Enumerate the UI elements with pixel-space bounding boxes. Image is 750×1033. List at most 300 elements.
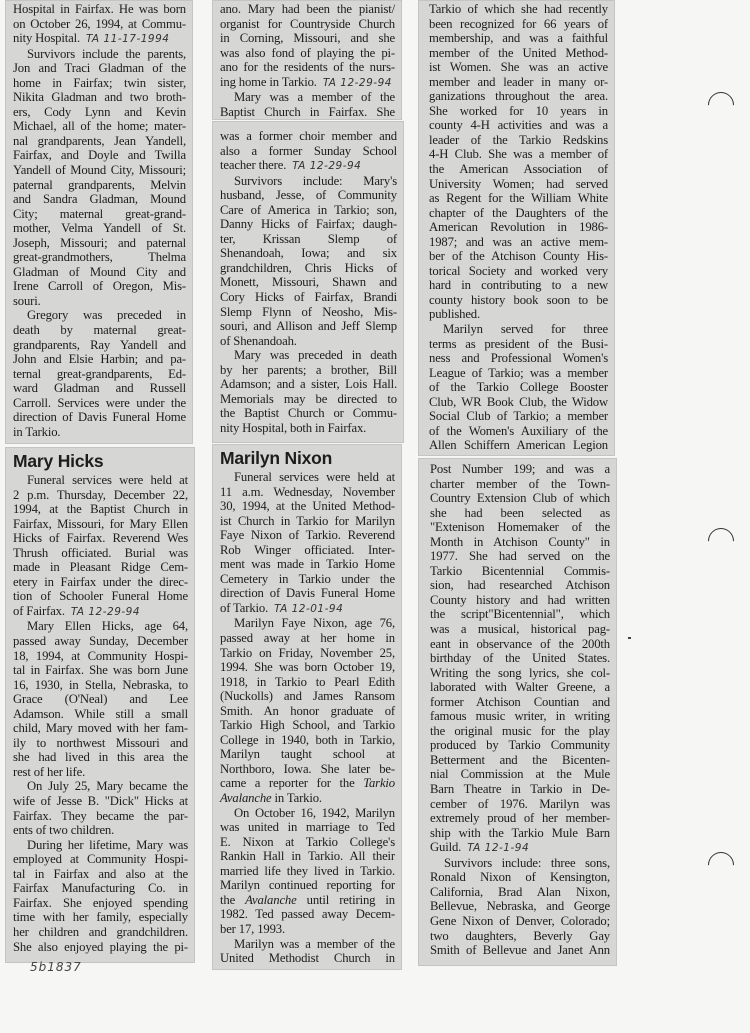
text-line [430, 738, 610, 753]
text-line [220, 31, 395, 46]
text-line [429, 366, 608, 381]
text-line [429, 31, 608, 46]
text-segment: of the Tarkio College Booster [429, 380, 608, 395]
text-segment: Tarkio High School, and Tarkio [220, 718, 395, 733]
text-line [220, 893, 395, 908]
text-segment: California, Brad Alan Nixon, [430, 884, 610, 899]
text-segment: (Nuckolls) and James Ransom [220, 689, 395, 704]
text-line [430, 840, 610, 856]
text-line [13, 896, 188, 911]
text-segment: Adamson; and a sister, Lois Hall. [220, 377, 397, 392]
text-segment: "Extenison Homemaker of the [430, 520, 610, 535]
text-segment: organist for Countryside Church [220, 16, 395, 31]
text-segment: Marilyn continued reporting for [220, 878, 395, 893]
text-line [13, 809, 188, 824]
text-line [220, 849, 395, 864]
clipping-mary-hicks [5, 447, 195, 963]
paragraph [13, 779, 188, 837]
text-segment: nity Hospital. [13, 31, 80, 46]
text-segment: ternal great-grandparents, Ed- [13, 366, 186, 381]
text-line [13, 410, 186, 425]
text-line [429, 264, 608, 279]
text-segment: Fairfax, and Doyle and Twilla [13, 148, 186, 163]
text-line [13, 692, 188, 707]
text-segment: laborated with Walter Greene, a [430, 680, 610, 695]
text-line [220, 601, 395, 617]
text-line [13, 47, 186, 62]
text-line [13, 721, 188, 736]
text-segment: cember of 1976. Marilyn was [430, 796, 610, 811]
text-line [220, 499, 395, 514]
text-line [13, 852, 188, 867]
text-segment: ist Church in Tarkio for Marilyn [220, 513, 395, 528]
text-line [13, 221, 186, 236]
text-segment: been recognized for 66 years of [429, 16, 608, 31]
text-segment: Fairfax Manufacturing Co. in [13, 881, 188, 896]
text-line [13, 779, 188, 794]
paragraph [220, 937, 395, 966]
text-line [13, 207, 186, 222]
text-line [220, 704, 395, 719]
text-segment: tion of Schooler Funeral Home [13, 589, 188, 604]
text-segment: ship with the Tarkio Mule Barn [430, 825, 610, 840]
punch-hole-icon [703, 523, 740, 560]
text-line [220, 363, 397, 378]
handwritten-date-note: TA 11-17-1994 [85, 33, 170, 46]
text-segment: City; maternal great-grand- [13, 206, 186, 221]
text-segment: employed at Community Hospi- [13, 852, 188, 867]
text-line [429, 220, 608, 235]
text-segment: Shenandoah, Iowa; and six [220, 246, 397, 261]
text-segment: chapter of the Daughters of the [429, 205, 608, 220]
text-segment: ness and Professional Women's [429, 351, 608, 366]
italic-publication-name: Avalanche [220, 791, 272, 806]
text-line [220, 689, 395, 704]
text-segment: Post Number 199; and was a [430, 462, 610, 476]
text-line [429, 2, 608, 17]
text-segment: Marilyn taught school at [220, 747, 395, 762]
text-segment: made in Pleasant Ridge Cem- [13, 560, 188, 575]
text-segment: as Regent for the William White [429, 191, 608, 206]
text-segment: University Women; had served [429, 176, 608, 191]
text-segment: of Shenandoah. [220, 333, 297, 348]
text-segment: Marilyn was a member of the [234, 936, 395, 951]
text-segment: nity Hospital, both in Fairfax. [220, 420, 367, 435]
text-segment: teacher there. [220, 158, 287, 173]
clipping-marilyn-nixon [212, 444, 402, 970]
clipping-marilyn-nixon-continued-bottom [418, 458, 617, 966]
text-line [430, 680, 610, 695]
text-segment: Memorials may be directed to [220, 391, 397, 406]
text-line [13, 61, 186, 76]
clipping-marilyn-nixon-continued-top [418, 0, 615, 456]
text-segment: the Baptist Church or Commu- [220, 406, 397, 421]
text-segment: Danny Hicks of Fairfax; daugh- [220, 217, 397, 232]
handwritten-date-note: TA 12-29-94 [292, 160, 362, 173]
text-segment: she had lived in this area the [13, 750, 188, 765]
text-line [429, 235, 608, 250]
text-line [13, 634, 188, 649]
text-line [220, 105, 395, 120]
text-line [13, 575, 188, 590]
text-segment: was a musical, historical pag- [430, 622, 610, 637]
text-segment: Smith of Bellevue and Janet Ann [430, 943, 610, 958]
text-segment: College in 1940, both in Tarkio, [220, 732, 395, 747]
text-segment: Carroll. Services were under the [13, 395, 186, 410]
paragraph [430, 856, 610, 958]
text-segment: terms as president of the Busi- [429, 336, 608, 351]
text-segment: ward Gladman and Russell [13, 381, 186, 396]
text-line [220, 718, 395, 733]
text-line [13, 352, 186, 367]
text-segment: sion, had researched Atchison [430, 578, 610, 593]
text-segment: of the Women's Auxiliary of the [429, 423, 608, 438]
text-line [430, 797, 610, 812]
text-line [220, 275, 397, 290]
paragraph [220, 470, 395, 616]
text-line [220, 776, 395, 791]
text-line [429, 380, 608, 395]
text-line [13, 250, 186, 265]
text-line [429, 191, 608, 206]
text-segment: paternal grandparents, Melvin [13, 177, 186, 192]
text-line [220, 129, 397, 144]
text-segment: member and leader in many or- [429, 74, 608, 89]
text-segment: Cemetery in Tarkio under the [220, 571, 395, 586]
text-segment: Hospital in Fairfax. He was born [13, 2, 186, 16]
text-segment: death by maternal great- [13, 323, 186, 338]
text-segment: child, Mary moved with her fam- [13, 721, 188, 736]
text-line [430, 535, 610, 550]
text-segment: 1987; and was an active mem- [429, 234, 608, 249]
text-segment: husband, Jesse, of Community [220, 188, 397, 203]
text-line [13, 619, 188, 634]
obituary-heading: Marilyn Nixon [220, 448, 333, 468]
text-segment: two daughters, Beverly Gay [430, 928, 610, 943]
text-line [220, 922, 395, 937]
text-line [430, 637, 610, 652]
text-segment: by her parents; a brother, Bill [220, 362, 397, 377]
text-segment: in Tarkio. [271, 791, 322, 806]
punch-hole-icon [703, 87, 740, 124]
text-line [220, 158, 397, 174]
text-line [220, 348, 397, 363]
text-segment: wife of Jesse B. "Dick" Hicks at [13, 794, 188, 809]
text-line [220, 217, 397, 232]
text-segment: leader of the Tarkio Redskins [429, 132, 608, 147]
text-line [220, 747, 395, 762]
text-segment: ganizations throughout the area. [429, 89, 608, 104]
handwritten-date-note: TA 12-1-94 [467, 842, 530, 855]
text-line [429, 351, 608, 366]
text-line [220, 762, 395, 777]
text-line [220, 907, 395, 922]
text-line [429, 409, 608, 424]
text-segment: She also enjoyed playing the pi- [13, 939, 188, 954]
text-segment: torical Society and worked very [429, 263, 608, 278]
text-line [13, 76, 186, 91]
text-line [220, 46, 395, 61]
text-segment: famous music writer, in writing [430, 709, 610, 724]
text-line [429, 278, 608, 293]
text-segment: etery in Fairfax under the direc- [13, 574, 188, 589]
text-line [13, 148, 186, 163]
text-segment: Mary was a member of the [234, 90, 395, 105]
text-line [429, 104, 608, 119]
text-segment: nal grandparents, Jean Yandell, [13, 133, 186, 148]
text-line [220, 557, 395, 572]
text-segment: souri. [13, 293, 41, 308]
text-line [220, 528, 395, 543]
text-line [220, 616, 395, 631]
text-line [220, 17, 395, 32]
text-segment: home in Fairfax; twin sister, [13, 75, 186, 90]
text-segment: member of the United Method- [429, 45, 608, 60]
text-line [220, 835, 395, 850]
paragraph [13, 308, 186, 439]
text-line [430, 607, 610, 622]
text-segment: Allen Schiffern American Legion [429, 438, 608, 453]
text-segment: passed away at her home in [220, 631, 395, 646]
text-segment: Fairfax. She enjoyed spending [13, 895, 188, 910]
text-line [13, 381, 186, 396]
text-segment: was united in marriage to Ted [220, 820, 395, 835]
text-segment: ily to northwest Missouri and [13, 735, 188, 750]
text-segment: League of Tarkio; was a member [429, 365, 608, 380]
text-line [220, 290, 397, 305]
text-segment: Marilyn served for three [443, 322, 608, 337]
text-line [429, 89, 608, 104]
text-segment: Barn Theatre in Tarkio in De- [430, 782, 610, 797]
text-line [13, 338, 186, 353]
text-segment: nial Commission at the Mule [430, 767, 610, 782]
text-segment: Bellevue, Nebraska, and George [430, 899, 610, 914]
text-segment: also a former Sunday School [220, 143, 397, 158]
text-segment: Rankin Hall in Tarkio. All their [220, 849, 395, 864]
text-segment: She worked for 10 years in [429, 103, 608, 118]
clipping-mary-hicks-continued-top [212, 0, 402, 120]
text-line [13, 910, 188, 925]
text-line [220, 806, 395, 821]
text-line [13, 604, 188, 620]
text-segment: 1982. Ted passed away Decem- [220, 907, 395, 922]
text-line [13, 323, 186, 338]
text-segment: Month in Atchison County" in [430, 534, 610, 549]
text-segment: Hicks of Fairfax. Reverend Wes [13, 531, 188, 546]
text-line [220, 485, 395, 500]
text-line [13, 163, 186, 178]
text-line [430, 943, 610, 958]
text-line [429, 249, 608, 264]
text-segment: time with her family, especially [13, 910, 188, 925]
text-line [220, 232, 397, 247]
text-line [430, 709, 610, 724]
text-segment: charter member of the Town- [430, 476, 610, 491]
text-line [430, 477, 610, 492]
text-line [429, 395, 608, 410]
text-segment: Nikita Gladman and two broth- [13, 90, 186, 105]
text-line [429, 133, 608, 148]
text-line [220, 60, 395, 75]
text-segment: in Tarkio. [13, 424, 61, 439]
text-segment: Yandell of Mound City, Missouri; [13, 163, 186, 178]
text-line [220, 90, 395, 105]
text-segment: Thrush officiated. Burial was [13, 545, 188, 560]
text-segment: ing home in Tarkio. [220, 74, 317, 89]
text-line [220, 174, 397, 189]
text-segment: county history book soon to be [429, 292, 608, 307]
paragraph [13, 619, 188, 779]
text-line [13, 308, 186, 323]
text-line [220, 75, 395, 91]
paragraph [429, 322, 608, 453]
text-segment: American Revolution in 1986- [429, 220, 608, 235]
text-line [430, 593, 610, 608]
text-segment: 30, 1994, at the United Method- [220, 499, 395, 514]
text-line [220, 406, 397, 421]
text-line [429, 17, 608, 32]
text-line [220, 203, 397, 218]
text-line [220, 951, 395, 966]
text-segment: Survivors include: Mary's [234, 173, 397, 188]
scan-speck [628, 637, 631, 639]
text-line [13, 236, 186, 251]
text-line [430, 885, 610, 900]
text-line [13, 294, 186, 309]
text-line [430, 506, 610, 521]
text-segment: Tarkio Bicentennial Commis- [430, 563, 610, 578]
text-segment: ents of two children. [13, 823, 115, 838]
text-segment: Adamson. While still a small [13, 706, 188, 721]
text-segment: souri, and Allison and Jeff Slemp [220, 319, 397, 334]
paragraph [220, 90, 395, 119]
text-segment: hard in contributing to a new [429, 278, 608, 293]
text-line [220, 470, 395, 485]
text-line [13, 2, 186, 17]
text-segment: ano. Mary had been the pianist/ [220, 2, 395, 16]
text-line [13, 279, 186, 294]
text-segment: County history and had written [430, 592, 610, 607]
text-segment: published. [429, 307, 481, 322]
text-line [220, 733, 395, 748]
text-line [430, 651, 610, 666]
text-segment: ment was made in Tarkio Home [220, 557, 395, 572]
text-line [13, 531, 188, 546]
text-segment: Funeral services were held at [234, 470, 395, 484]
text-segment: Smith. An honor graduate of [220, 703, 395, 718]
text-line [220, 246, 397, 261]
text-segment: Gregory was preceded in [27, 308, 186, 323]
text-line [220, 2, 395, 17]
text-segment: until retiring in [296, 892, 395, 907]
text-line [13, 794, 188, 809]
text-segment: ano for the residents of the nurs- [220, 60, 395, 75]
text-segment: 1977. She had served on the [430, 549, 610, 564]
text-line [220, 392, 397, 407]
paragraph [13, 473, 188, 619]
text-line [220, 878, 395, 893]
text-line [430, 695, 610, 710]
italic-publication-name: Avalanche [245, 892, 297, 907]
text-segment: the script"Bicentennial", which [430, 607, 610, 622]
text-line [13, 736, 188, 751]
text-line [430, 666, 610, 681]
text-segment: Faye Nixon of Tarkio. Reverend [220, 528, 395, 543]
text-line [430, 870, 610, 885]
text-line [13, 838, 188, 853]
text-segment: of Fairfax. [13, 603, 65, 618]
text-segment: Gladman of Mound City and [13, 264, 186, 279]
obituary-heading: Mary Hicks [13, 451, 104, 471]
text-segment: Northboro, Iowa. She later be- [220, 761, 395, 776]
text-segment: extremely proud of her member- [430, 811, 610, 826]
text-segment: produced by Tarkio Community [430, 738, 610, 753]
text-segment: direction of Davis Funeral Home [220, 586, 395, 601]
text-line [429, 177, 608, 192]
text-line [430, 929, 610, 944]
text-line [430, 491, 610, 506]
text-segment: Tarkio on Friday, November 25, [220, 645, 395, 660]
text-line [13, 649, 188, 664]
text-segment: ter, Krissan Slemp of [220, 231, 397, 246]
text-line [13, 178, 186, 193]
text-segment: Fairfax. They became the par- [13, 808, 188, 823]
text-segment: Joseph, Missouri; and paternal [13, 235, 186, 250]
text-segment: Social Club of Tarkio; a member [429, 409, 608, 424]
text-segment: ber 17, 1993. [220, 921, 286, 936]
clipping-mary-hicks-continued-bottom [212, 121, 404, 443]
text-line [13, 192, 186, 207]
text-line [13, 17, 186, 32]
text-line [13, 502, 188, 517]
text-line [220, 820, 395, 835]
text-line [429, 46, 608, 61]
text-line [220, 188, 397, 203]
text-segment: on October 26, 1994, at Commu- [13, 16, 186, 31]
text-line [430, 724, 610, 739]
text-segment: ber of the Atchison County His- [429, 249, 608, 264]
text-segment: grandchildren, Chris Hicks of [220, 260, 397, 275]
text-line [220, 675, 395, 690]
text-line [13, 31, 186, 47]
text-line [429, 307, 608, 322]
text-segment: 1994. She was born October 19, [220, 660, 395, 675]
text-line [13, 560, 188, 575]
text-segment: grandparents, Ray Yandell and [13, 337, 186, 352]
text-line [430, 549, 610, 564]
paragraph [430, 462, 610, 856]
text-segment: Michael, all of the home; mater- [13, 119, 186, 134]
text-segment: Marilyn Faye Nixon, age 76, [234, 616, 395, 631]
text-segment: direction of Davis Funeral Home [13, 410, 186, 425]
text-line [220, 261, 397, 276]
text-segment: Funeral services were held at [27, 473, 188, 487]
text-segment: tal in Fairfax. She was born June [13, 663, 188, 678]
paragraph [429, 2, 608, 322]
text-segment: On July 25, Mary became the [27, 779, 188, 794]
text-segment: rest of her life. [13, 764, 86, 779]
text-segment: Care of America in Tarkio; son, [220, 202, 397, 217]
text-segment: 1918, in Tarkio to Pearl Edith [220, 674, 395, 689]
text-line [13, 925, 188, 940]
text-segment: passed away Sunday, December [13, 634, 188, 649]
text-line [13, 678, 188, 693]
text-line [429, 424, 608, 439]
text-line [430, 564, 610, 579]
text-segment: Rob Winger officiated. Inter- [220, 542, 395, 557]
text-line [13, 119, 186, 134]
text-segment: 1994, at the Baptist Church in [13, 502, 188, 517]
